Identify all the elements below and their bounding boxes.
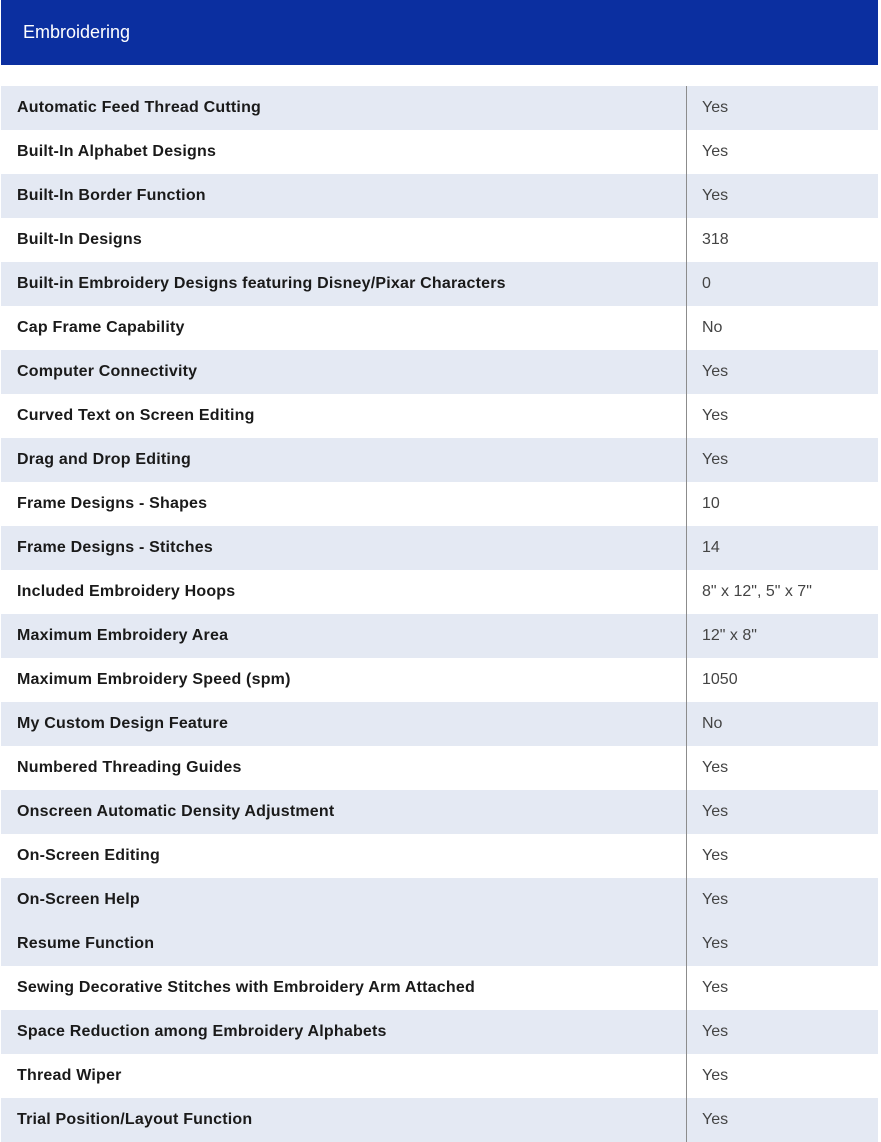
column-divider (686, 526, 687, 570)
table-row (1, 350, 878, 394)
spec-label: Frame Designs - Stitches (17, 539, 213, 556)
column-divider (686, 438, 687, 482)
spec-label: Computer Connectivity (17, 363, 198, 380)
column-divider (686, 306, 687, 350)
spec-value: Yes (702, 803, 729, 820)
spec-value: Yes (702, 891, 729, 908)
table-row (1, 1010, 878, 1054)
spec-label: Built-In Designs (17, 231, 142, 248)
spec-value: Yes (702, 1067, 729, 1084)
table-row (1, 130, 878, 174)
table-row (1, 966, 878, 1010)
section-title: Embroidering (23, 22, 131, 42)
spec-value: Yes (702, 1111, 729, 1128)
spec-value: Yes (702, 979, 729, 996)
column-divider (686, 482, 687, 526)
table-row (1, 834, 878, 878)
column-divider (686, 394, 687, 438)
spec-value: No (702, 319, 723, 336)
column-divider (686, 174, 687, 218)
column-divider (686, 262, 687, 306)
column-divider (686, 834, 687, 878)
table-row (1, 658, 878, 702)
column-divider (686, 1010, 687, 1054)
column-divider (686, 130, 687, 174)
column-divider (686, 570, 687, 614)
column-divider (686, 922, 687, 966)
spec-label: Frame Designs - Shapes (17, 495, 208, 512)
spec-label: Maximum Embroidery Speed (spm) (17, 671, 291, 688)
table-row (1, 306, 878, 350)
spec-label: Thread Wiper (17, 1067, 122, 1084)
column-divider (686, 790, 687, 834)
spec-label: On-Screen Editing (17, 847, 160, 864)
spec-label: Sewing Decorative Stitches with Embroidery Arm Attached (17, 979, 475, 996)
spec-value: Yes (702, 759, 729, 776)
spec-label: Automatic Feed Thread Cutting (17, 99, 262, 116)
table-row (1, 1098, 878, 1142)
table-row (1, 746, 878, 790)
spec-value: No (702, 715, 723, 732)
spec-label: Cap Frame Capability (17, 319, 185, 336)
spec-label: Curved Text on Screen Editing (17, 407, 255, 424)
spec-value: 0 (702, 275, 711, 292)
spec-value: Yes (702, 1023, 729, 1040)
table-row (1, 394, 878, 438)
spec-label: Drag and Drop Editing (17, 451, 191, 468)
spec-label: On-Screen Help (17, 891, 140, 908)
table-row (1, 174, 878, 218)
table-row (1, 878, 878, 922)
column-divider (686, 966, 687, 1010)
column-divider (686, 1054, 687, 1098)
table-row (1, 1054, 878, 1098)
spec-value: Yes (702, 847, 729, 864)
spec-value: 14 (702, 539, 720, 556)
column-divider (686, 878, 687, 922)
spec-value: Yes (702, 143, 729, 160)
table-row (1, 614, 878, 658)
spec-value: Yes (702, 187, 729, 204)
spec-value: 1050 (702, 671, 738, 688)
spec-value: Yes (702, 99, 729, 116)
spec-value: 8" x 12", 5" x 7" (702, 583, 812, 600)
table-row (1, 218, 878, 262)
spec-table (1, 86, 878, 1142)
section-header (1, 0, 878, 65)
column-divider (686, 218, 687, 262)
spec-label: Onscreen Automatic Density Adjustment (17, 803, 335, 820)
spec-label: Included Embroidery Hoops (17, 583, 236, 600)
column-divider (686, 1098, 687, 1142)
spec-label: Built-in Embroidery Designs featuring Disney/Pixar Characters (17, 275, 506, 292)
spec-label: Built-In Alphabet Designs (17, 143, 217, 160)
spec-value: Yes (702, 451, 729, 468)
table-row (1, 702, 878, 746)
table-row (1, 86, 878, 130)
table-row (1, 482, 878, 526)
table-row (1, 790, 878, 834)
column-divider (686, 614, 687, 658)
spec-label: Resume Function (17, 935, 155, 952)
column-divider (686, 350, 687, 394)
column-divider (686, 86, 687, 130)
spec-label: Maximum Embroidery Area (17, 627, 229, 644)
spec-label: My Custom Design Feature (17, 715, 229, 732)
table-row (1, 570, 878, 614)
spec-label: Numbered Threading Guides (17, 759, 242, 776)
spec-label: Space Reduction among Embroidery Alphabets (17, 1023, 387, 1040)
spec-value: 10 (702, 495, 720, 512)
table-row (1, 262, 878, 306)
table-row (1, 438, 878, 482)
spec-label: Trial Position/Layout Function (17, 1111, 253, 1128)
spec-label: Built-In Border Function (17, 187, 206, 204)
column-divider (686, 658, 687, 702)
spec-value: 12" x 8" (702, 627, 757, 644)
spec-value: Yes (702, 363, 729, 380)
column-divider (686, 746, 687, 790)
spec-value: Yes (702, 935, 729, 952)
spec-value: 318 (702, 231, 729, 248)
column-divider (686, 702, 687, 746)
table-row (1, 922, 878, 966)
spec-value: Yes (702, 407, 729, 424)
table-row (1, 526, 878, 570)
